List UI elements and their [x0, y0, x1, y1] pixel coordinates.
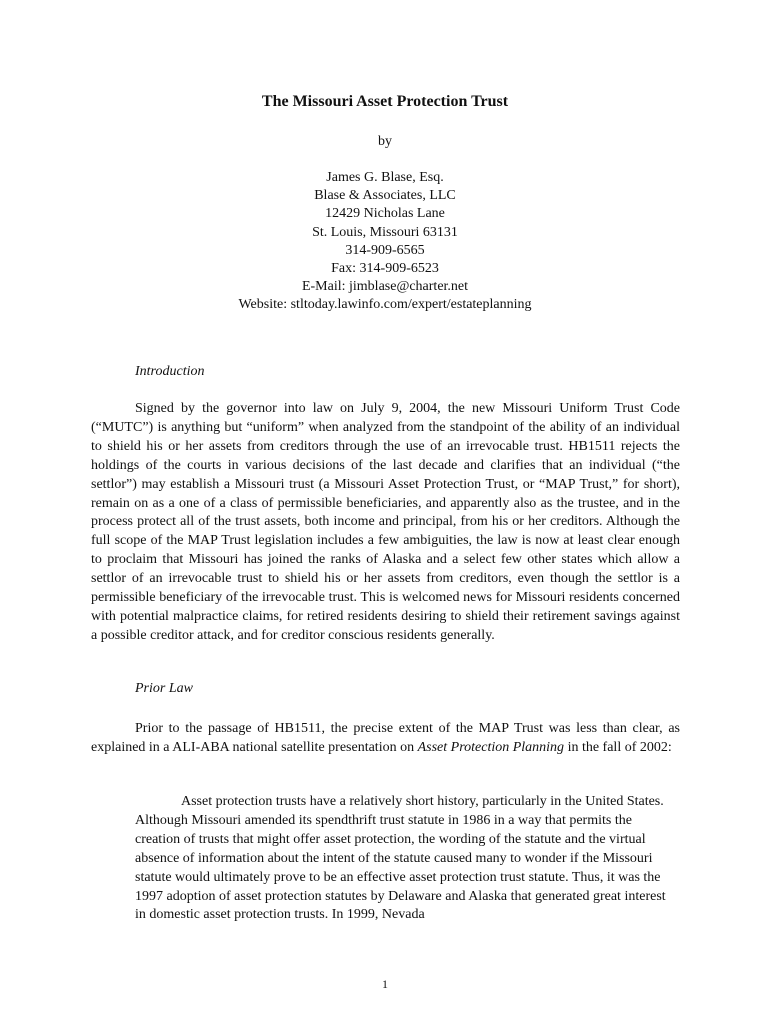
document-title: The Missouri Asset Protection Trust	[261, 93, 509, 110]
author-website: Website: stltoday.lawinfo.com/expert/estateplanning	[238, 297, 532, 313]
author-fax: Fax: 314-909-6523	[331, 261, 439, 277]
introduction-heading: Introduction	[135, 364, 205, 379]
prior-law-italic-title: Asset Protection Planning	[417, 739, 565, 755]
author-city: St. Louis, Missouri 63131	[312, 224, 458, 240]
prior-law-heading: Prior Law	[135, 681, 193, 696]
author-contact-block	[0, 169, 770, 315]
page-number: 1	[382, 977, 388, 991]
author-street: 12429 Nicholas Lane	[325, 206, 445, 222]
prior-law-paragraph	[91, 720, 680, 758]
author-phone: 314-909-6565	[345, 242, 425, 258]
author-name: James G. Blase, Esq.	[326, 170, 444, 185]
author-firm: Blase & Associates, LLC	[314, 188, 456, 204]
introduction-paragraph: Signed by the governor into law on July 9, 2004, the new Missouri Uniform Trust Code (“MUTC”) is anything but “uniform” when analyzed from the standpoint of the ability of an individual to shield his or her assets from creditors through the use of an irrevocable trust. HB1511 rejects the holdings of the courts in various decisions of the last decade and clarifies that an individual (“the settlor”) may establish a Missouri trust (a Missouri Asset Protection Trust, or “MAP Trust,” for short), remain on as a one of a class of permissible beneficiaries, and apparently also as the trustee, and in the process protect all of the trust assets, both income and principal, from his or her creditors. Although the full scope of the MAP Trust legislation includes a few ambiguities, the law is now at least clear enough to proclaim that Missouri has joined the ranks of Alaska and a select few other states which allow a settlor of an irrevocable trust to shield his or her assets from creditors, even though the settlor is a permissible beneficiary of the irrevocable trust. This is welcomed news for Missouri residents concerned with potential malpractice claims, for retired residents desiring to shield their retirement savings against a possible creditor attack, and for creditor conscious residents generally.	[91, 401, 680, 643]
byline: by	[378, 134, 392, 149]
block-quote: Asset protection trusts have a relatively short history, particularly in the United States. Although Missouri amended its spendthrift trust statute in 1986 in a way that permits the creation of trusts that might offer asset protection, the wording of the statute and the virtual absence of information about the intent of the statute caused many to wonder if the Missouri statute would ultimately prove to be an effective asset protection trust statute. Thus, it was the 1997 adoption of asset protection statutes by Delaware and Alaska that generated great interest in domestic asset protection trusts. In 1999, Nevada	[135, 794, 666, 923]
prior-law-text-after: in the fall of 2002:	[564, 739, 672, 755]
prior-law-text-before: Prior to the passage of HB1511, the precise extent of the MAP Trust was less than clear, as explained in a ALI-ABA national satellite presentation on	[91, 721, 680, 755]
author-email: E-Mail: jimblase@charter.net	[301, 279, 469, 295]
